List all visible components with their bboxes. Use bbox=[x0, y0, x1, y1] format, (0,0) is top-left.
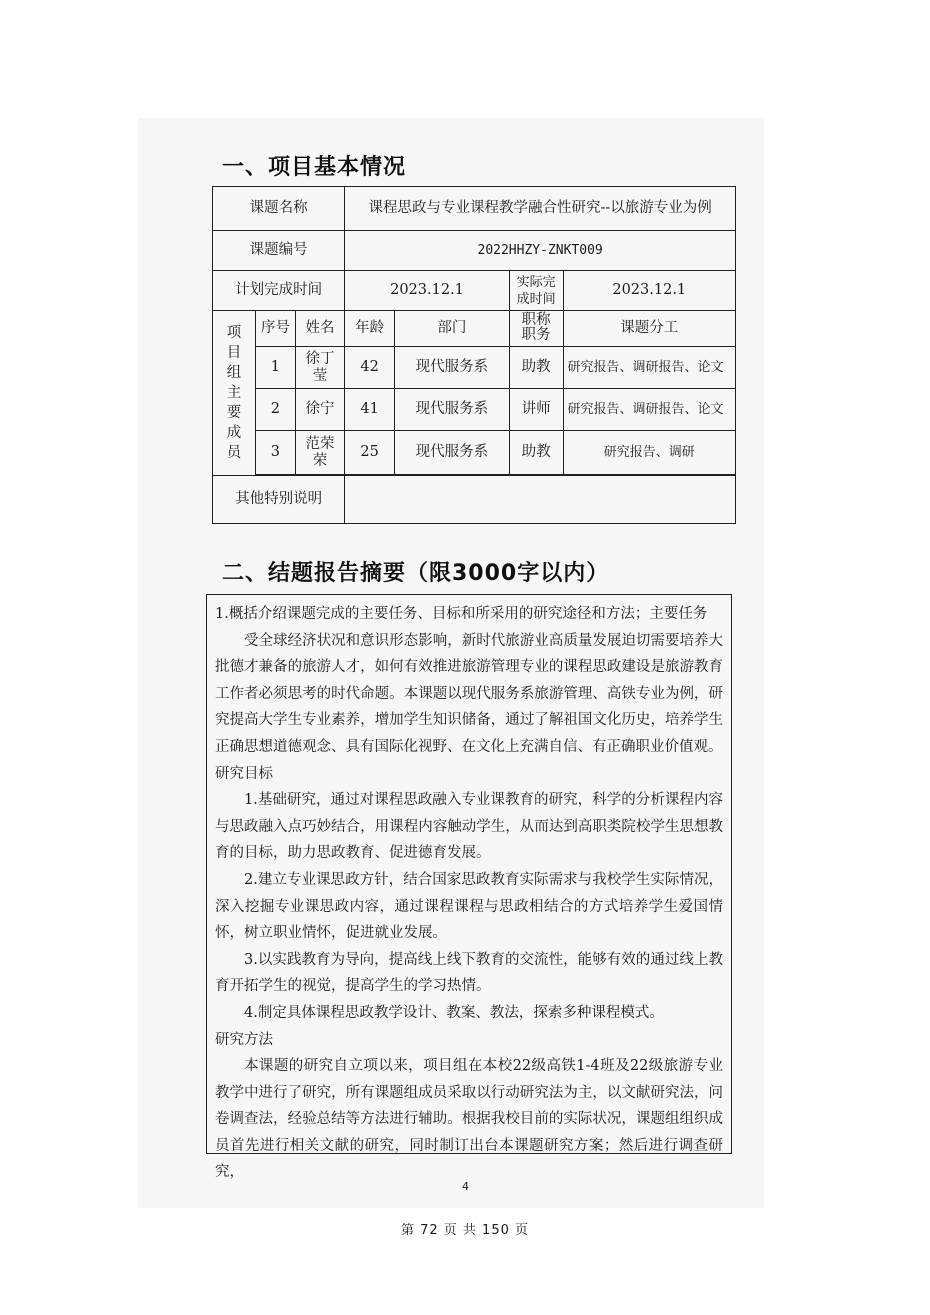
summary-paragraph: 1.基础研究，通过对课程思政融入专业课教育的研究，科学的分析课程内容与思政融入点巧妙结合，用课程内容触动学生，从而达到高职类院校学生思想教育的目标，助力思政教育、促进德育发展。 bbox=[215, 792, 723, 862]
time-row bbox=[213, 271, 736, 311]
members-header-row bbox=[213, 311, 736, 347]
member-no: 1 bbox=[256, 347, 296, 389]
summary-box bbox=[206, 594, 732, 1181]
plan-time-label: 计划完成时间 bbox=[213, 271, 345, 311]
summary-paragraph: 4.制定具体课程思政教学设计、教案、教法，探索多种课程模式。 bbox=[244, 1004, 664, 1021]
project-info-table bbox=[212, 186, 736, 524]
other-row bbox=[213, 476, 736, 524]
member-dept: 现代服务系 bbox=[394, 389, 509, 431]
other-label: 其他特别说明 bbox=[213, 476, 345, 524]
actual-time-value: 2023.12.1 bbox=[563, 271, 735, 311]
member-title: 讲师 bbox=[509, 389, 563, 431]
section-1-title: 一、项目基本情况 bbox=[222, 155, 407, 180]
topic-row bbox=[213, 187, 736, 231]
actual-time-label: 实际完成时间 bbox=[509, 271, 563, 311]
section-2-title: 二、结题报告摘要（限3000字以内） bbox=[222, 561, 610, 586]
header-title: 职称职务 bbox=[509, 311, 563, 347]
topic-label: 课题名称 bbox=[213, 187, 345, 231]
code-label: 课题编号 bbox=[213, 231, 345, 271]
header-no: 序号 bbox=[256, 311, 296, 347]
member-age: 25 bbox=[345, 431, 395, 475]
member-name: 范荣荣 bbox=[295, 431, 345, 475]
summary-paragraph: 2.建立专业课思政方针，结合国家思政教育实际需求与我校学生实际情况，深入挖掘专业课思政内容，通过课程课程与思政相结合的方式培养学生爱国情怀，树立职业情怀，促进就业发展。 bbox=[215, 871, 723, 942]
plan-time-value: 2023.12.1 bbox=[345, 271, 510, 311]
summary-paragraph: 受全球经济状况和意识形态影响，新时代旅游业高质量发展迫切需要培养大批德才兼备的旅游人才，如何有效推进旅游管理专业的课程思政建设是旅游教育工作者必须思考的时代命题。本课题以现代服务系旅游管理、高铁专业为例，研究提高大学生专业素养，增加学生知识储备，通过了解祖国文化历史，培养学生正确思想道德观念、具有国际化视野、在文化上充满自信、有正确职业价值观。 bbox=[215, 632, 723, 755]
code-value: 2022HHZY-ZNKT009 bbox=[345, 231, 736, 271]
member-name: 徐丁莹 bbox=[295, 347, 345, 389]
member-age: 42 bbox=[345, 347, 395, 389]
members-label: 项目组主要成员 bbox=[213, 311, 256, 476]
member-title: 助教 bbox=[509, 431, 563, 475]
summary-subheading: 研究目标 bbox=[215, 765, 273, 782]
summary-intro: 1.概括介绍课题完成的主要任务、目标和所采用的研究途径和方法；主要任务 bbox=[215, 606, 708, 622]
member-no: 3 bbox=[256, 431, 296, 475]
member-row bbox=[213, 389, 736, 431]
header-dept: 部门 bbox=[394, 311, 509, 347]
member-age: 41 bbox=[345, 389, 395, 431]
member-row bbox=[213, 347, 736, 389]
summary-paragraph: 本课题的研究自立项以来，项目组在本校22级高铁1-4班及22级旅游专业教学中进行了研究，所有课题组成员采取以行动研究法为主，以文献研究法，问卷调查法，经验总结等方法进行辅助。根据我校目前的实际状况，课题组组织成员首先进行相关文献的研究，同时制订出台本课题研究方案；然后进行调查研究， bbox=[215, 1058, 723, 1181]
member-no: 2 bbox=[256, 389, 296, 431]
topic-value: 课程思政与专业课程教学融合性研究--以旅游专业为例 bbox=[345, 187, 736, 231]
other-value bbox=[345, 476, 736, 524]
member-duty: 研究报告、调研报告、论文 bbox=[563, 389, 735, 431]
member-duty: 研究报告、调研报告、论文 bbox=[563, 347, 735, 389]
member-dept: 现代服务系 bbox=[394, 347, 509, 389]
member-row bbox=[213, 431, 736, 475]
member-name: 徐宁 bbox=[295, 389, 345, 431]
header-name: 姓名 bbox=[295, 311, 345, 347]
member-title: 助教 bbox=[509, 347, 563, 389]
header-duty: 课题分工 bbox=[563, 311, 735, 347]
code-row bbox=[213, 231, 736, 271]
summary-subheading: 研究方法 bbox=[215, 1031, 273, 1048]
member-duty: 研究报告、调研 bbox=[563, 431, 735, 475]
summary-paragraph: 3.以实践教育为导向，提高线上线下教育的交流性，能够有效的通过线上教育开拓学生的视觉，提高学生的学习热情。 bbox=[215, 951, 723, 995]
page-footer: 第 72 页 共 150 页 bbox=[400, 1223, 530, 1238]
member-dept: 现代服务系 bbox=[394, 431, 509, 475]
scan-page-number: 4 bbox=[462, 1180, 469, 1193]
header-age: 年龄 bbox=[345, 311, 395, 347]
